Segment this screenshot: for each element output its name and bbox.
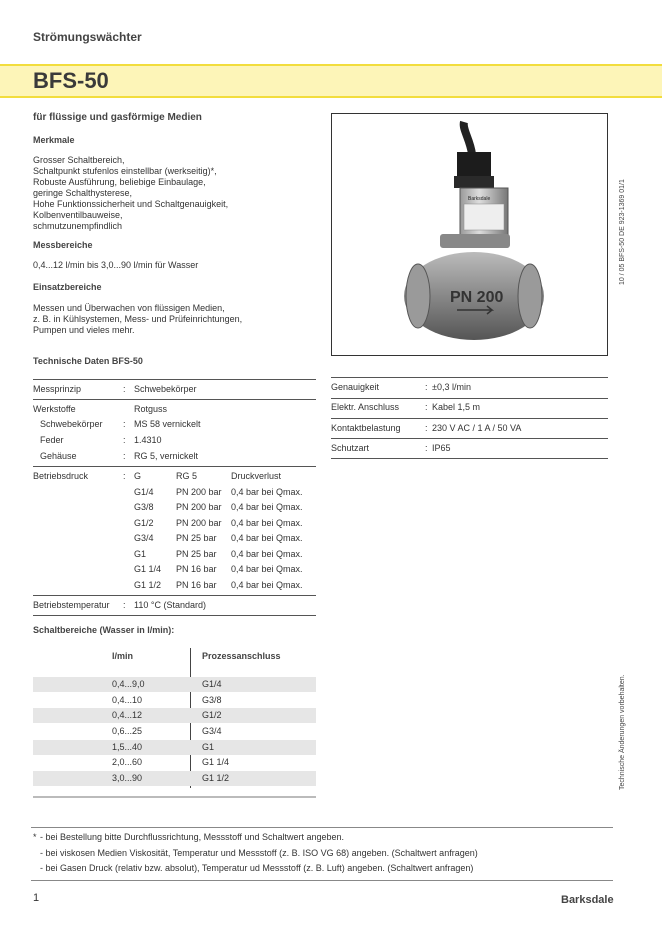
table-cell: G1 (202, 742, 215, 752)
pressure-cell: G3/8 (134, 502, 154, 512)
table-cell: G3/4 (202, 726, 222, 736)
divider (331, 458, 608, 459)
column-header-connection: Prozessanschluss (202, 651, 281, 661)
divider (33, 379, 316, 380)
spec-value: RG 5, vernickelt (134, 451, 199, 461)
spec-sep: : (123, 471, 126, 481)
pressure-header: G (134, 471, 142, 481)
table-cell: 0,4...10 (112, 695, 143, 705)
pressure-cell: G1 1/4 (134, 564, 162, 574)
spec-label: Genauigkeit (331, 382, 380, 392)
divider (331, 377, 608, 378)
spec-sep: : (123, 419, 126, 429)
spec-sep: : (425, 443, 428, 453)
feature-item: Kolbenventilbauweise, (33, 210, 123, 220)
footnote-line: - bei Bestellung bitte Durchflussrichtung, Messstoff und Schaltwert angeben. (40, 832, 345, 842)
brand-name: Barksdale (561, 894, 614, 906)
pressure-cell: 0,4 bar bei Qmax. (231, 518, 303, 528)
spec-label: Werkstoffe (33, 404, 76, 414)
table-cell: G1/2 (202, 710, 222, 720)
pressure-cell: PN 16 bar (176, 564, 217, 574)
spec-value: 1.4310 (134, 435, 162, 445)
svg-text:Barksdale: Barksdale (468, 196, 491, 202)
spec-label: Gehäuse (40, 451, 77, 461)
features-list (33, 155, 228, 232)
spec-label: Elektr. Anschluss (331, 402, 400, 412)
ranges-heading: Messbereiche (33, 240, 93, 250)
spec-value: Schwebekörper (134, 384, 197, 394)
table-cell: 3,0...90 (112, 773, 143, 783)
feature-item: Grosser Schaltbereich, (33, 155, 125, 165)
spec-label: Schwebekörper (40, 419, 103, 429)
spec-value: MS 58 vernickelt (134, 419, 201, 429)
table-cell: 0,4...12 (112, 710, 143, 720)
spec-sep: : (425, 402, 428, 412)
feature-item: Robuste Ausführung, beliebige Einbaulage, (33, 177, 206, 187)
spec-label: Kontaktbelastung (331, 423, 401, 433)
side-note: Technische Änderungen vorbehalten. (619, 674, 626, 790)
pressure-cell: PN 200 bar (176, 502, 222, 512)
usage-item: Pumpen und vieles mehr. (33, 325, 135, 335)
pressure-cell: G3/4 (134, 533, 154, 543)
pressure-cell: G1/2 (134, 518, 154, 528)
category-label: Strömungswächter (33, 30, 142, 44)
product-photo (331, 113, 608, 356)
subtitle: für flüssige und gasförmige Medien (33, 112, 202, 123)
spec-sep: : (425, 423, 428, 433)
ranges-text: 0,4...12 l/min bis 3,0...90 l/min für Wasser (33, 260, 199, 270)
table-cell: 1,5...40 (112, 742, 143, 752)
pressure-cell: PN 25 bar (176, 533, 217, 543)
pressure-cell: 0,4 bar bei Qmax. (231, 487, 303, 497)
divider (331, 418, 608, 419)
table-row-bg (33, 677, 316, 692)
spec-value: IP65 (432, 443, 451, 453)
spec-value: 110 °C (Standard) (134, 600, 206, 610)
product-title: BFS-50 (33, 68, 109, 93)
table-cell: G1 1/4 (202, 757, 230, 767)
table-bottom-rule (33, 796, 316, 798)
pressure-header: Druckverlust (231, 471, 282, 481)
usage-item: z. B. in Kühlsystemen, Mess- und Prüfeinrichtungen, (33, 314, 243, 324)
divider (31, 880, 613, 881)
divider (33, 615, 316, 616)
pressure-cell: 0,4 bar bei Qmax. (231, 533, 303, 543)
feature-item: geringe Schalthysterese, (33, 188, 133, 198)
footnote-line: - bei viskosen Medien Viskosität, Temperatur und Messstoff (z. B. ISO VG 68) angeben. (Schaltwert anfragen) (40, 848, 478, 858)
switch-table-heading: Schaltbereiche (Wasser in l/min): (33, 625, 175, 635)
pressure-cell: PN 25 bar (176, 549, 217, 559)
spec-label: Feder (40, 435, 64, 445)
spec-sep: : (123, 600, 126, 610)
pressure-cell: PN 16 bar (176, 580, 217, 590)
divider (331, 398, 608, 399)
table-cell: G1/4 (202, 679, 222, 689)
table-cell: 2,0...60 (112, 757, 143, 767)
spec-sep: : (425, 382, 428, 392)
feature-item: Hohe Funktionssicherheit und Schaltgenauigkeit, (33, 199, 229, 209)
pressure-cell: 0,4 bar bei Qmax. (231, 564, 303, 574)
spec-label: Messprinzip (33, 384, 82, 394)
pressure-cell: G1 1/2 (134, 580, 162, 590)
spec-value: ±0,3 l/min (432, 382, 471, 392)
pressure-cell: G1 (134, 549, 147, 559)
flow-switch-illustration (332, 114, 607, 355)
footnote-marker: * (33, 832, 37, 842)
pressure-cell: PN 200 bar (176, 487, 222, 497)
spec-sep: : (123, 435, 126, 445)
photo-marking: PN 200 (450, 289, 504, 306)
pressure-cell: 0,4 bar bei Qmax. (231, 549, 303, 559)
divider (33, 466, 316, 467)
pressure-header: RG 5 (176, 471, 198, 481)
table-row-bg (33, 771, 316, 786)
pressure-cell: 0,4 bar bei Qmax. (231, 580, 303, 590)
table-row-bg (33, 740, 316, 755)
spec-value: 230 V AC / 1 A / 50 VA (432, 423, 522, 433)
spec-label: Schutzart (331, 443, 370, 453)
page-number: 1 (33, 892, 40, 904)
spec-sep: : (123, 451, 126, 461)
table-row-bg (33, 708, 316, 723)
table-cell: G3/8 (202, 695, 222, 705)
pressure-cell: G1/4 (134, 487, 154, 497)
feature-item: schmutzunempfindlich (33, 221, 123, 231)
usage-item: Messen und Überwachen von flüssigen Medien, (33, 303, 225, 313)
features-heading: Merkmale (33, 135, 75, 145)
footnote-line: - bei Gasen Druck (relativ bzw. absolut), Temperatur ud Messstoff (z. B. Luft) angeben. (Schaltwert anfragen) (40, 863, 474, 873)
doc-code: 10 / 05 BFS-50 DE 923-1369 01/1 (619, 179, 626, 285)
pressure-cell: PN 200 bar (176, 518, 222, 528)
spec-value: Rotguss (134, 404, 168, 414)
divider (33, 595, 316, 596)
pressure-cell: 0,4 bar bei Qmax. (231, 502, 303, 512)
spec-value: Kabel 1,5 m (432, 402, 481, 412)
usage-heading: Einsatzbereiche (33, 282, 102, 292)
tech-heading: Technische Daten BFS-50 (33, 356, 143, 366)
table-cell: G1 1/2 (202, 773, 230, 783)
spec-label: Betriebstemperatur (33, 600, 110, 610)
spec-sep: : (123, 384, 126, 394)
table-cell: 0,4...9,0 (112, 679, 145, 689)
column-header-lmin: l/min (112, 651, 134, 661)
table-cell: 0,6...25 (112, 726, 143, 736)
divider (33, 399, 316, 400)
usage-list (33, 303, 242, 336)
feature-item: Schaltpunkt stufenlos einstellbar (werkseitig)*, (33, 166, 217, 176)
divider (331, 438, 608, 439)
spec-label: Betriebsdruck (33, 471, 89, 481)
divider (31, 827, 613, 828)
